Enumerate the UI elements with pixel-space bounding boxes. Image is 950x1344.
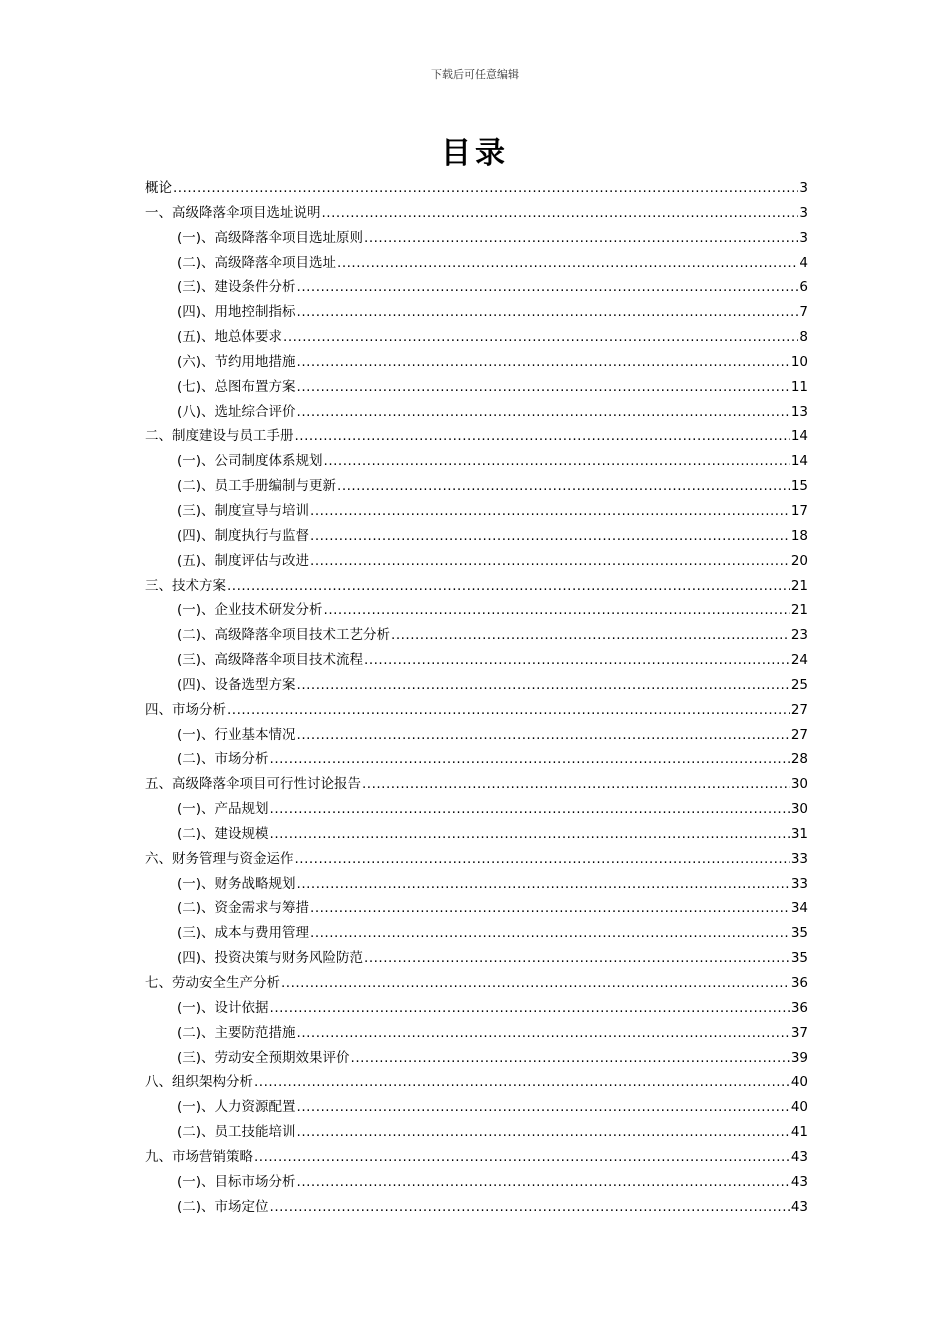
toc-entry-page: 8 (799, 329, 808, 346)
toc-entry[interactable] (145, 1195, 808, 1220)
dot-leader (310, 896, 790, 921)
toc-entry-label: 七、劳动安全生产分析 (145, 975, 280, 991)
dot-leader (297, 1021, 790, 1046)
dot-leader (227, 698, 790, 723)
toc-entry[interactable] (145, 1070, 808, 1095)
toc-entry-page: 41 (790, 1124, 808, 1141)
toc-entry[interactable] (145, 275, 808, 300)
toc-entry-label: (五)、地总体要求 (177, 329, 283, 346)
toc-entry-page: 18 (790, 527, 808, 544)
toc-entry-page: 13 (790, 403, 808, 420)
toc-entry-label: (四)、投资决策与财务风险防范 (177, 950, 364, 967)
toc-entry-page: 25 (790, 676, 808, 693)
dot-leader (324, 449, 790, 474)
dot-leader (173, 176, 798, 201)
toc-entry-label: (四)、设备选型方案 (177, 676, 296, 693)
dot-leader (297, 275, 799, 300)
toc-entry-label: (一)、行业基本情况 (177, 726, 296, 743)
toc-entry-page: 39 (790, 1049, 808, 1066)
dot-leader (254, 1145, 790, 1170)
toc-entry-page: 33 (790, 875, 808, 892)
toc-entry-page: 33 (790, 850, 808, 867)
toc-entry-label: (一)、目标市场分析 (177, 1173, 296, 1190)
toc-entry[interactable] (145, 772, 808, 797)
toc-entry-page: 3 (799, 204, 808, 221)
toc-entry-label: (二)、员工技能培训 (177, 1124, 296, 1141)
dot-leader (295, 424, 790, 449)
toc-entry-page: 28 (790, 751, 808, 768)
toc-entry-page: 30 (790, 801, 808, 818)
dot-leader (391, 623, 790, 648)
toc-entry-label: (五)、制度评估与改进 (177, 552, 310, 569)
toc-entry[interactable] (145, 723, 808, 748)
toc-entry-label: (一)、设计依据 (177, 999, 269, 1016)
dot-leader (297, 400, 790, 425)
toc-entry-page: 37 (790, 1024, 808, 1041)
toc-entry[interactable] (145, 698, 808, 723)
dot-leader (324, 598, 790, 623)
toc-entry[interactable] (145, 747, 808, 772)
toc-entry-page: 34 (790, 900, 808, 917)
dot-leader (362, 772, 790, 797)
dot-leader (337, 474, 790, 499)
toc-entry-label: 六、财务管理与资金运作 (145, 850, 294, 867)
dot-leader (297, 1120, 790, 1145)
toc-entry-page: 43 (790, 1173, 808, 1190)
dot-leader (297, 375, 790, 400)
toc-entry[interactable] (145, 300, 808, 325)
dot-leader (351, 1046, 790, 1071)
toc-entry-page: 35 (790, 950, 808, 967)
toc-entry-label: (三)、建设条件分析 (177, 279, 296, 296)
toc-entry[interactable] (145, 375, 808, 400)
toc-entry-label: (一)、人力资源配置 (177, 1099, 296, 1116)
toc-entry-label: (一)、企业技术研发分析 (177, 602, 323, 619)
toc-entry[interactable] (145, 847, 808, 872)
dot-leader (337, 251, 798, 276)
dot-leader (227, 574, 790, 599)
toc-entry-label: (二)、资金需求与筹措 (177, 900, 310, 917)
dot-leader (270, 747, 790, 772)
toc-entry-page: 27 (790, 726, 808, 743)
toc-entry-page: 3 (799, 180, 808, 196)
toc-entry-page: 30 (790, 776, 808, 793)
dot-leader (310, 921, 790, 946)
toc-entry[interactable] (145, 1170, 808, 1195)
toc-entry-label: 八、组织架构分析 (145, 1074, 253, 1091)
toc-entry-page: 24 (790, 652, 808, 669)
toc-entry[interactable] (145, 176, 808, 201)
toc-entry-label: 九、市场营销策略 (145, 1148, 253, 1165)
dot-leader (297, 300, 799, 325)
toc-entry-label: 五、高级降落伞项目可行性讨论报告 (145, 776, 361, 793)
toc-entry[interactable] (145, 524, 808, 549)
toc-entry-label: (三)、制度宣导与培训 (177, 502, 310, 519)
dot-leader (364, 226, 798, 251)
toc-entry[interactable] (145, 424, 808, 449)
toc-entry[interactable] (145, 623, 808, 648)
toc-entry-label: (一)、产品规划 (177, 801, 269, 818)
toc-entry[interactable] (145, 499, 808, 524)
toc-entry[interactable] (145, 1120, 808, 1145)
dot-leader (322, 201, 799, 226)
toc-entry-label: (二)、市场分析 (177, 751, 269, 768)
dot-leader (297, 1170, 790, 1195)
header-note: 下载后可任意编辑 (431, 68, 519, 81)
toc-entry-page: 10 (790, 353, 808, 370)
dot-leader (297, 350, 790, 375)
toc-entry[interactable] (145, 574, 808, 599)
dot-leader (295, 847, 790, 872)
toc-entry-label: 三、技术方案 (145, 577, 226, 594)
dot-leader (310, 499, 790, 524)
toc-entry-label: 二、制度建设与员工手册 (145, 428, 294, 445)
toc-entry-label: (一)、高级降落伞项目选址原则 (177, 229, 364, 246)
toc-entry-label: (四)、制度执行与监督 (177, 527, 310, 544)
dot-leader (310, 549, 790, 574)
toc-entry-page: 36 (790, 975, 808, 991)
toc-entry-label: (二)、主要防范措施 (177, 1024, 296, 1041)
dot-leader (270, 797, 790, 822)
dot-leader (310, 524, 790, 549)
toc-entry-label: 四、市场分析 (145, 701, 226, 718)
toc-entry-page: 17 (790, 502, 808, 519)
toc-entry-page: 21 (790, 602, 808, 619)
toc-entry-label: (八)、选址综合评价 (177, 403, 296, 420)
toc-entry[interactable] (145, 226, 808, 251)
toc-entry-label: (七)、总图布置方案 (177, 378, 296, 395)
toc-entry-label: 一、高级降落伞项目选址说明 (145, 204, 321, 221)
toc-entry-page: 27 (790, 701, 808, 718)
toc-entry-label: (二)、员工手册编制与更新 (177, 478, 337, 495)
toc-entry[interactable] (145, 1095, 808, 1120)
dot-leader (254, 1070, 790, 1095)
dot-leader (364, 946, 790, 971)
toc-entry-label: (二)、高级降落伞项目技术工艺分析 (177, 627, 391, 644)
toc-entry[interactable] (145, 474, 808, 499)
toc-entry[interactable] (145, 797, 808, 822)
table-of-contents (145, 176, 808, 1219)
toc-entry-page: 11 (790, 378, 808, 395)
toc-entry-page: 15 (790, 478, 808, 495)
toc-entry[interactable] (145, 350, 808, 375)
dot-leader (364, 648, 790, 673)
toc-entry[interactable] (145, 325, 808, 350)
toc-entry-page: 20 (790, 552, 808, 569)
toc-entry-label: (一)、公司制度体系规划 (177, 453, 323, 470)
toc-entry[interactable] (145, 251, 808, 276)
toc-entry-page: 21 (790, 577, 808, 594)
toc-entry-page: 43 (790, 1198, 808, 1215)
toc-entry-label: (四)、用地控制指标 (177, 304, 296, 321)
toc-entry-page: 31 (790, 825, 808, 842)
toc-entry-page: 6 (799, 279, 808, 296)
toc-entry[interactable] (145, 449, 808, 474)
toc-entry-label: (一)、财务战略规划 (177, 875, 296, 892)
toc-entry[interactable] (145, 549, 808, 574)
toc-entry[interactable] (145, 1021, 808, 1046)
dot-leader (297, 872, 790, 897)
dot-leader (297, 673, 790, 698)
toc-entry-label: (三)、高级降落伞项目技术流程 (177, 652, 364, 669)
dot-leader (297, 723, 790, 748)
toc-entry[interactable] (145, 598, 808, 623)
dot-leader (270, 996, 790, 1021)
dot-leader (283, 325, 798, 350)
toc-entry[interactable] (145, 648, 808, 673)
toc-entry-page: 14 (790, 453, 808, 470)
toc-entry[interactable] (145, 971, 808, 996)
toc-entry-page: 43 (790, 1148, 808, 1165)
toc-entry-label: (六)、节约用地措施 (177, 353, 296, 370)
toc-entry-page: 23 (790, 627, 808, 644)
toc-entry-page: 36 (790, 999, 808, 1016)
dot-leader (281, 971, 790, 996)
toc-entry[interactable] (145, 400, 808, 425)
toc-entry[interactable] (145, 673, 808, 698)
dot-leader (270, 1195, 790, 1220)
toc-entry[interactable] (145, 201, 808, 226)
toc-entry-label: (二)、市场定位 (177, 1198, 269, 1215)
page-title: 目录 (441, 136, 509, 171)
toc-entry-label: (三)、劳动安全预期效果评价 (177, 1049, 350, 1066)
toc-entry-label: 概论 (145, 180, 172, 196)
toc-entry[interactable] (145, 1046, 808, 1071)
dot-leader (270, 822, 790, 847)
toc-entry-page: 40 (790, 1074, 808, 1091)
toc-entry-page: 40 (790, 1099, 808, 1116)
toc-entry[interactable] (145, 946, 808, 971)
toc-entry[interactable] (145, 921, 808, 946)
toc-entry[interactable] (145, 996, 808, 1021)
toc-entry-page: 3 (799, 229, 808, 246)
toc-entry-label: (三)、成本与费用管理 (177, 925, 310, 942)
toc-entry[interactable] (145, 1145, 808, 1170)
toc-entry[interactable] (145, 896, 808, 921)
toc-entry-page: 14 (790, 428, 808, 445)
toc-entry-page: 35 (790, 925, 808, 942)
toc-entry-page: 7 (799, 304, 808, 321)
toc-entry[interactable] (145, 872, 808, 897)
dot-leader (297, 1095, 790, 1120)
toc-entry[interactable] (145, 822, 808, 847)
toc-entry-label: (二)、建设规模 (177, 825, 269, 842)
toc-entry-label: (二)、高级降落伞项目选址 (177, 254, 337, 271)
toc-entry-page: 4 (799, 254, 808, 271)
